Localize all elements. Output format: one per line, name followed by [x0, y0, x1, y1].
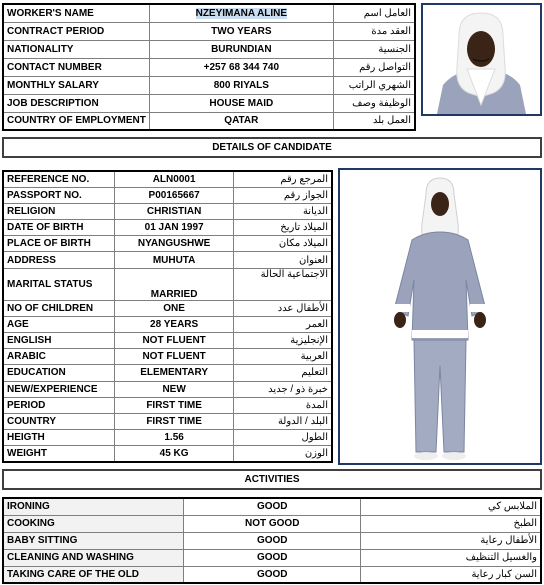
details-row: [3, 171, 332, 187]
worker-info-table: [2, 3, 416, 131]
details-arabic-label: التعليم: [234, 365, 332, 381]
activities-row: [3, 566, 541, 583]
activities-arabic-label: الطبخ: [361, 515, 541, 532]
worker-arabic-label: الجنسية: [333, 40, 415, 58]
details-value: NOT FLUENT: [115, 333, 234, 349]
activities-arabic-label: السن كبار رعاية: [361, 566, 541, 583]
worker-row: [3, 112, 415, 130]
activities-label: COOKING: [3, 515, 184, 532]
worker-arabic-label: الشهري الراتب: [333, 76, 415, 94]
worker-row: [3, 40, 415, 58]
details-arabic-label: الطول: [234, 430, 332, 446]
worker-arabic-label: العمل بلد: [333, 112, 415, 130]
activities-arabic-label: والغسيل التنظيف: [361, 549, 541, 566]
details-label: HEIGTH: [3, 430, 115, 446]
details-value: ELEMENTARY: [115, 365, 234, 381]
details-label: REFERENCE NO.: [3, 171, 115, 187]
details-arabic-label: البلد / الدولة: [234, 413, 332, 429]
details-row: [3, 333, 332, 349]
details-value: ALN0001: [115, 171, 234, 187]
details-label: RELIGION: [3, 203, 115, 219]
details-arabic-label: الجواز رقم: [234, 187, 332, 203]
activities-row: [3, 515, 541, 532]
worker-row: [3, 22, 415, 40]
fullbody-image: [340, 170, 540, 463]
details-label: COUNTRY: [3, 413, 115, 429]
worker-value: TWO YEARS: [149, 22, 333, 40]
worker-arabic-label: العقد مدة: [333, 22, 415, 40]
candidate-details-table: [2, 170, 333, 463]
details-header-bar: [2, 137, 542, 158]
worker-value-highlight: NZEYIMANA ALINE: [195, 7, 288, 19]
worker-value: BURUNDIAN: [149, 40, 333, 58]
details-label: ARABIC: [3, 349, 115, 365]
details-row: [3, 268, 332, 300]
details-label: WEIGHT: [3, 446, 115, 462]
details-row: [3, 300, 332, 316]
details-value: FIRST TIME: [115, 413, 234, 429]
details-label: PLACE OF BIRTH: [3, 236, 115, 252]
worker-value: 800 RIYALS: [149, 76, 333, 94]
details-row: [3, 446, 332, 462]
details-arabic-label: الوزن: [234, 446, 332, 462]
activities-label: IRONING: [3, 498, 184, 515]
details-row: [3, 316, 332, 332]
details-header-text: DETAILS OF CANDIDATE: [212, 142, 332, 153]
details-label: ADDRESS: [3, 252, 115, 268]
details-value: ONE: [115, 300, 234, 316]
activities-label: TAKING CARE OF THE OLD: [3, 566, 184, 583]
details-row: [3, 397, 332, 413]
details-value: MARRIED: [115, 268, 234, 300]
details-value: P00165667: [115, 187, 234, 203]
details-label: PASSPORT NO.: [3, 187, 115, 203]
activities-row: [3, 549, 541, 566]
headshot-image: [423, 5, 540, 114]
details-arabic-label: الديانة: [234, 203, 332, 219]
details-label: DATE OF BIRTH: [3, 220, 115, 236]
worker-value: +257 68 344 740: [149, 58, 333, 76]
activities-header-text: ACTIVITIES: [244, 474, 300, 485]
details-arabic-label: العربية: [234, 349, 332, 365]
details-arabic-label: العمر: [234, 316, 332, 332]
details-value: 01 JAN 1997: [115, 220, 234, 236]
details-row: [3, 252, 332, 268]
details-value: MUHUTA: [115, 252, 234, 268]
details-label: ENGLISH: [3, 333, 115, 349]
details-value: FIRST TIME: [115, 397, 234, 413]
details-row: [3, 187, 332, 203]
details-value: NOT FLUENT: [115, 349, 234, 365]
activities-table: [2, 497, 542, 584]
details-value: 28 YEARS: [115, 316, 234, 332]
details-arabic-label: الميلاد مكان: [234, 236, 332, 252]
worker-label: JOB DESCRIPTION: [3, 94, 149, 112]
details-arabic-label: العنوان: [234, 252, 332, 268]
activities-value: NOT GOOD: [184, 515, 361, 532]
worker-arabic-label: التواصل رقم: [333, 58, 415, 76]
worker-value: QATAR: [149, 112, 333, 130]
details-arabic-label: الأطفال عدد: [234, 300, 332, 316]
worker-label: MONTHLY SALARY: [3, 76, 149, 94]
worker-value: HOUSE MAID: [149, 94, 333, 112]
details-row: [3, 365, 332, 381]
details-label: AGE: [3, 316, 115, 332]
worker-arabic-label: الوظيفة وصف: [333, 94, 415, 112]
candidate-headshot-photo: [421, 3, 542, 116]
details-value: CHRISTIAN: [115, 203, 234, 219]
activities-row: [3, 532, 541, 549]
details-row: [3, 236, 332, 252]
activities-arabic-label: الملابس كي: [361, 498, 541, 515]
activities-value: GOOD: [184, 549, 361, 566]
details-label: MARITAL STATUS: [3, 268, 115, 300]
details-label: NO OF CHILDREN: [3, 300, 115, 316]
worker-label: CONTACT NUMBER: [3, 58, 149, 76]
details-arabic-label: الميلاد تاريخ: [234, 220, 332, 236]
details-arabic-label: الإنجليزية: [234, 333, 332, 349]
worker-row: [3, 76, 415, 94]
worker-row: [3, 58, 415, 76]
details-label: EDUCATION: [3, 365, 115, 381]
worker-label: COUNTRY OF EMPLOYMENT: [3, 112, 149, 130]
details-row: [3, 349, 332, 365]
details-value: 45 KG: [115, 446, 234, 462]
activities-label: CLEANING AND WASHING: [3, 549, 184, 566]
details-label: PERIOD: [3, 397, 115, 413]
details-arabic-label: المرجع رقم: [234, 171, 332, 187]
worker-label: CONTRACT PERIOD: [3, 22, 149, 40]
worker-row: [3, 94, 415, 112]
candidate-fullbody-photo: [338, 168, 542, 465]
activities-header-bar: [2, 469, 542, 490]
worker-arabic-label: العامل اسم: [333, 4, 415, 22]
details-row: [3, 430, 332, 446]
worker-label: NATIONALITY: [3, 40, 149, 58]
details-value: 1.56: [115, 430, 234, 446]
details-arabic-label: خبرة ذو / جديد: [234, 381, 332, 397]
activities-arabic-label: الأطفال رعاية: [361, 532, 541, 549]
details-arabic-label: الاجتماعية الحالة: [234, 268, 332, 300]
details-row: [3, 413, 332, 429]
details-row: [3, 220, 332, 236]
worker-label: WORKER'S NAME: [3, 4, 149, 22]
worker-row: [3, 4, 415, 22]
details-row: [3, 203, 332, 219]
details-value: NYANGUSHWE: [115, 236, 234, 252]
worker-value: [149, 4, 333, 22]
details-label: NEW/EXPERIENCE: [3, 381, 115, 397]
details-row: [3, 381, 332, 397]
activities-row: [3, 498, 541, 515]
details-value: NEW: [115, 381, 234, 397]
activities-value: GOOD: [184, 498, 361, 515]
activities-value: GOOD: [184, 566, 361, 583]
activities-value: GOOD: [184, 532, 361, 549]
activities-label: BABY SITTING: [3, 532, 184, 549]
details-arabic-label: المدة: [234, 397, 332, 413]
